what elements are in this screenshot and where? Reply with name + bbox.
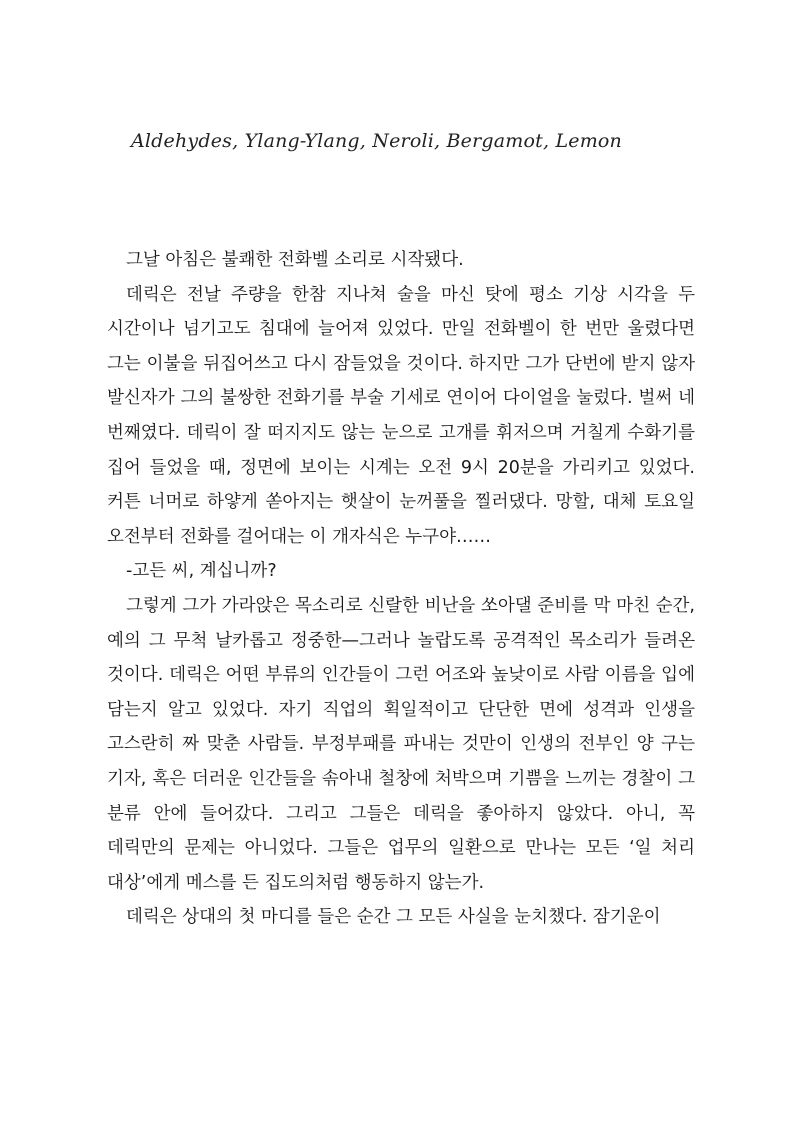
paragraph: 그날 아침은 불쾌한 전화벨 소리로 시작됐다. — [126, 250, 464, 270]
paragraph: 그렇게 그가 가라앉은 목소리로 신랄한 비난을 쏘아댈 준비를 막 마친 순간, 예의 그 무척 날카롭고 정중한—그러나 놀랍도록 공격적인 목소리가 들려온 것이다. 데릭은 어떤 부류의 인간들이 그런 어조와 높낮이로 사람 이름을 입에 담는지 알고 있었다. 자기 직업의 획일적이고 단단한 면에 성격과 인생을 고스란히 짜 맞춘 사람들. 부정부패를 파내는 것만이 인생의 전부인 양 구는 기자, 혹은 더러운 인간들을 솎아내 철창에 처박으며 기쁨을 느끼는 경찰이 그 분류 안에 들어갔다. 그리고 그들은 데릭을 좋아하지 않았다. 아니, 꼭 데릭만의 문제는 아니었다. 그들은 업무의 일환으로 만나는 모든 ‘일 처리 대상’에게 메스를 든 집도의처럼 행동하지 않는가. — [107, 595, 695, 893]
epigraph: Aldehydes, Ylang-Ylang, Neroli, Bergamot, Lemon — [130, 130, 622, 152]
body-text — [107, 243, 695, 935]
paragraph: -고든 씨, 계십니까? — [126, 561, 277, 582]
paragraph: 데릭은 상대의 첫 마디를 들은 순간 그 모든 사실을 눈치챘다. 잠기운이 — [126, 907, 661, 928]
paragraph: 데릭은 전날 주량을 한참 지나쳐 술을 마신 탓에 평소 기상 시각을 두 시간이나 넘기고도 침대에 늘어져 있었다. 만일 전화벨이 한 번만 울렸다면 그는 이불을 뒤집어쓰고 다시 잠들었을 것이다. 하지만 그가 단번에 받지 않자 발신자가 그의 불쌍한 전화기를 부술 기세로 연이어 다이얼을 눌렀다. 벌써 네 번째였다. 데릭이 잘 떠지지도 않는 눈으로 고개를 휘저으며 거칠게 수화기를 집어 들었을 때, 정면에 보이는 시계는 오전 9시 20분을 가리키고 있었다. 커튼 너머로 하얗게 쏟아지는 햇살이 눈꺼풀을 찔러댔다. 망할, 대체 토요일 오전부터 전화를 걸어대는 이 개자식은 누구야…… — [107, 284, 695, 547]
